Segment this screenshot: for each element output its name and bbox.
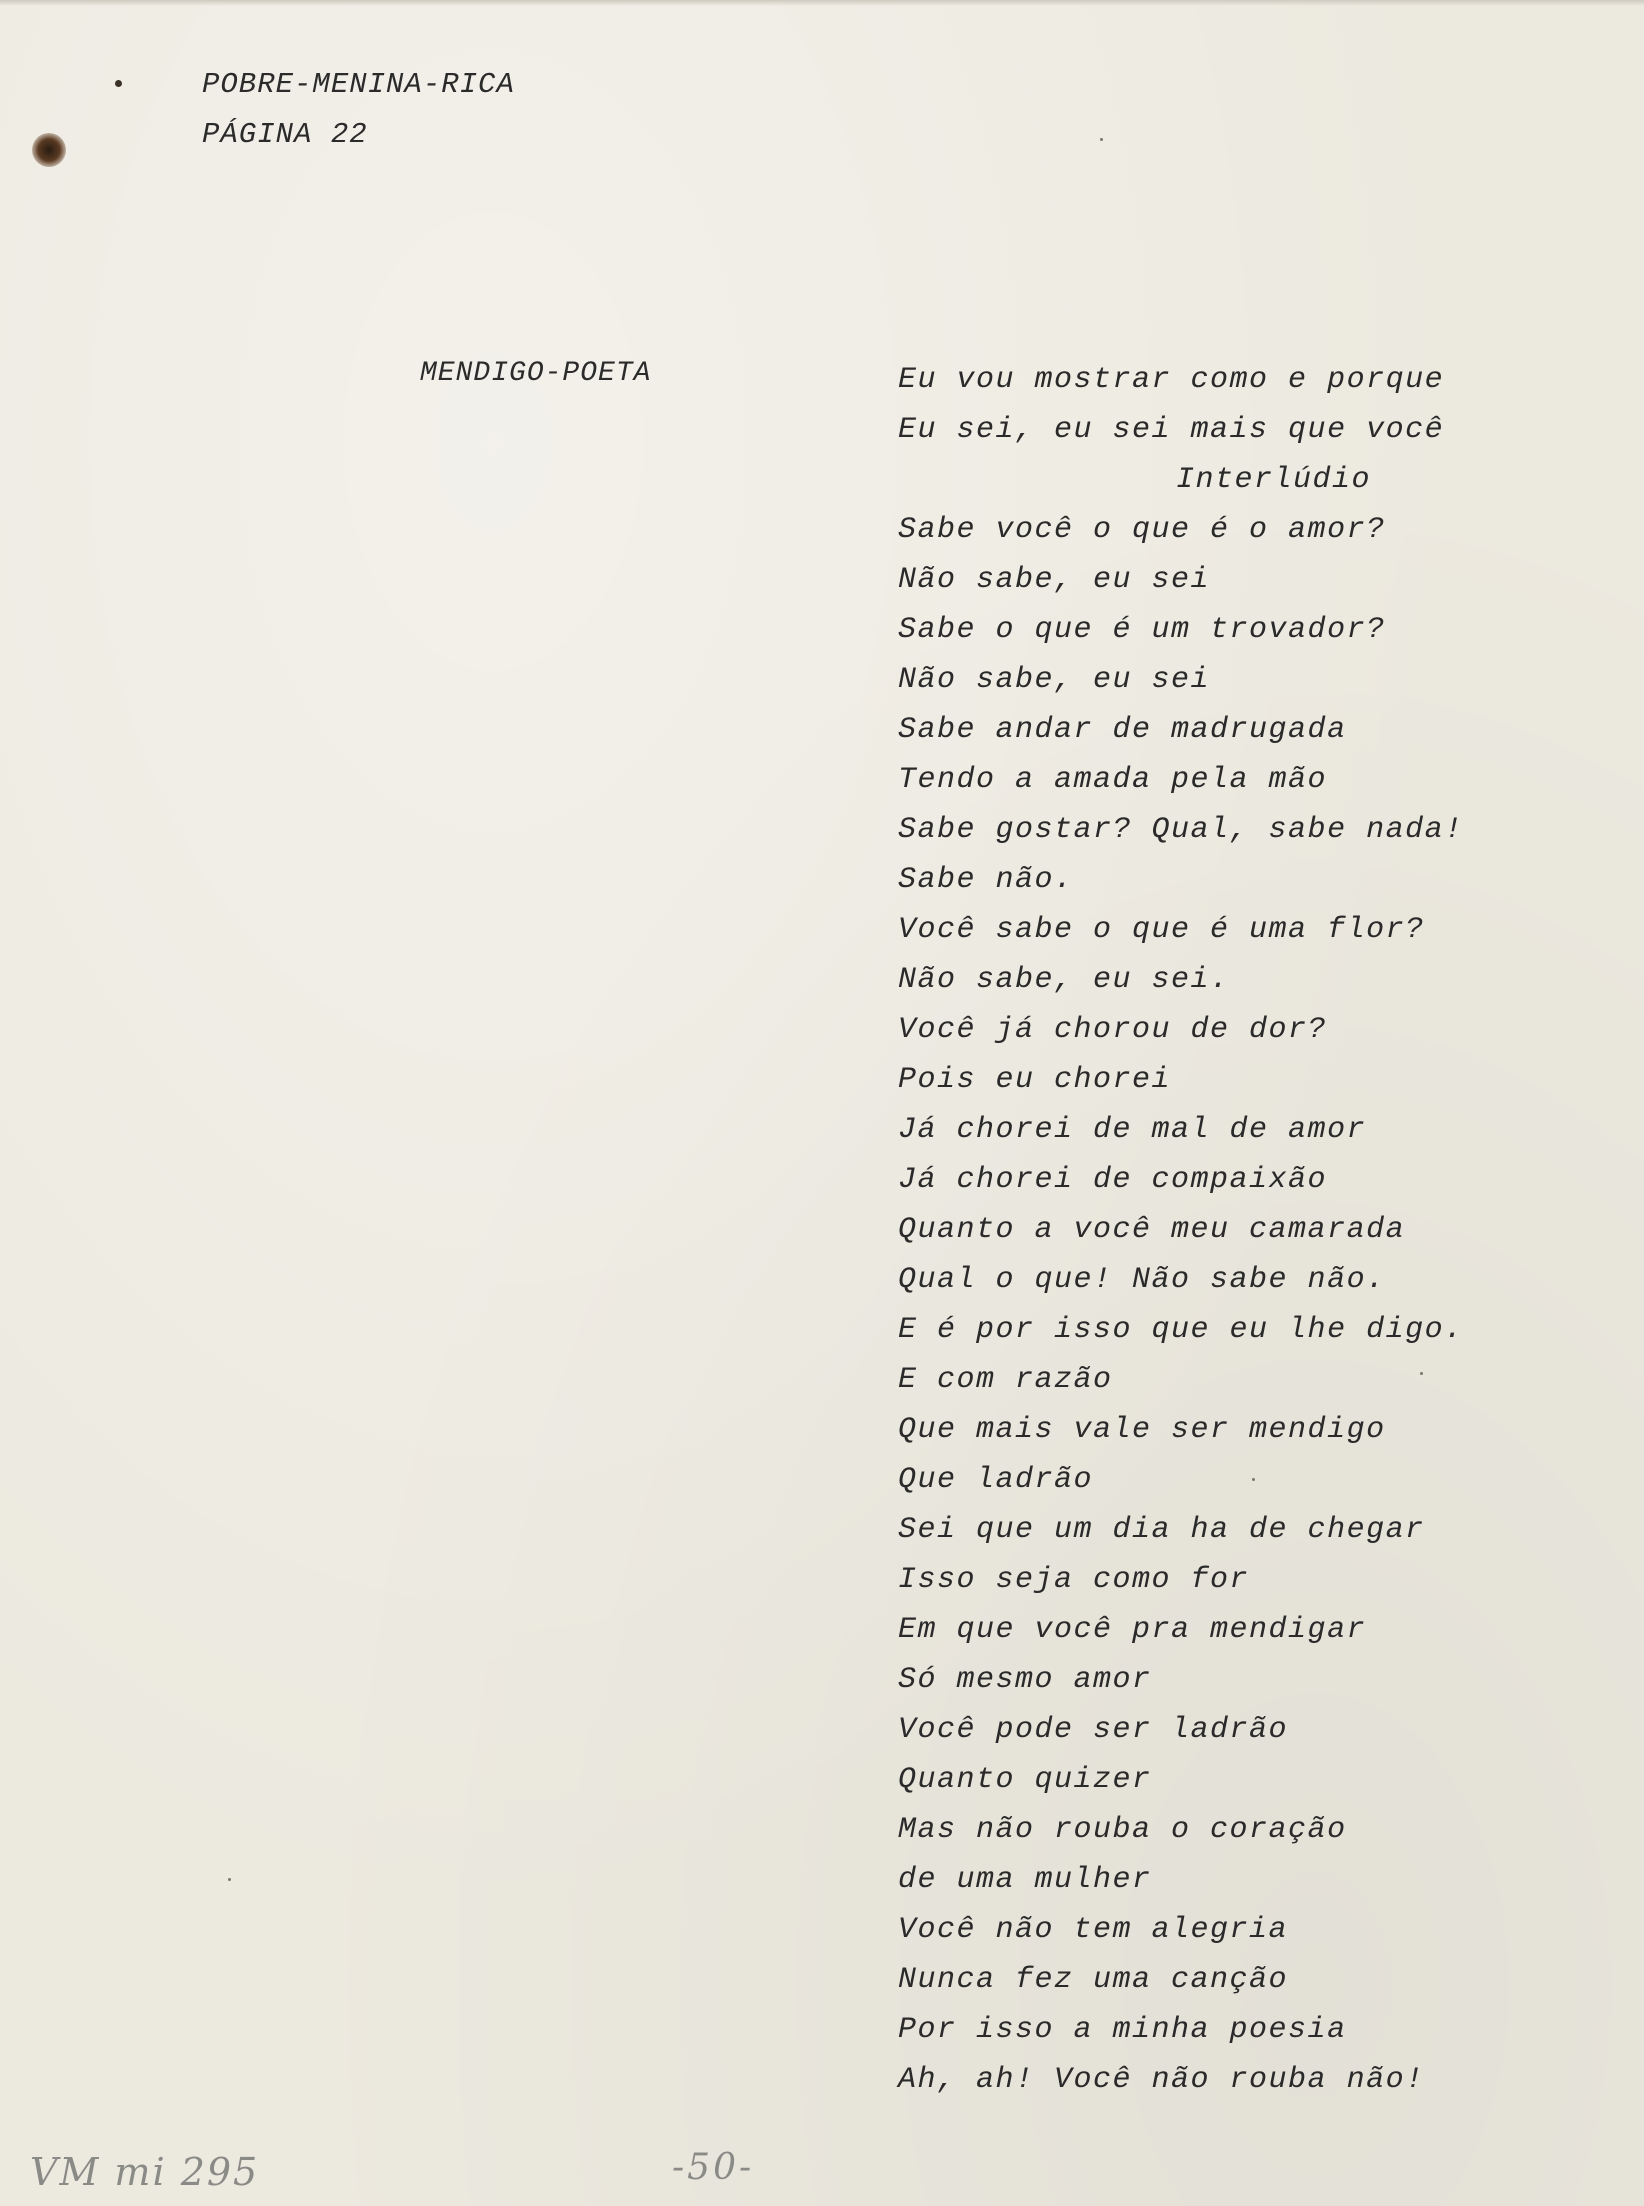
lyric-line: Só mesmo amor	[898, 1663, 1152, 1697]
lyric-line: Isso seja como for	[898, 1563, 1250, 1597]
document-title: POBRE-MENINA-RICA	[202, 68, 515, 101]
lyric-line: Você já chorou de dor?	[898, 1013, 1328, 1047]
paper-speck	[228, 1878, 231, 1881]
lyric-line: Pois eu chorei	[898, 1063, 1172, 1097]
lyric-line: Sabe não.	[898, 863, 1074, 897]
lyric-line: Nunca fez uma canção	[898, 1963, 1289, 1997]
lyric-line: Você pode ser ladrão	[898, 1713, 1289, 1747]
lyric-line: Já chorei de compaixão	[898, 1163, 1328, 1197]
stage-direction: Interlúdio	[1176, 463, 1372, 497]
lyric-line: Você não tem alegria	[898, 1913, 1289, 1947]
speaker-name: MENDIGO-POETA	[420, 358, 652, 389]
lyric-line: Eu vou mostrar como e porque	[898, 363, 1445, 397]
lyric-line: Sabe o que é um trovador?	[898, 613, 1386, 647]
lyric-line: Sabe andar de madrugada	[898, 713, 1347, 747]
lyric-line: Mas não rouba o coração	[898, 1813, 1347, 1847]
lyric-line: Sabe você o que é o amor?	[898, 513, 1386, 547]
paper-speck	[1100, 138, 1103, 141]
lyric-line: Já chorei de mal de amor	[898, 1113, 1367, 1147]
lyric-line: Não sabe, eu sei	[898, 663, 1211, 697]
lyric-line: Qual o que! Não sabe não.	[898, 1263, 1386, 1297]
lyric-line: Sabe gostar? Qual, sabe nada!	[898, 813, 1464, 847]
paper-edge	[0, 0, 1644, 6]
lyric-line: Ah, ah! Você não rouba não!	[898, 2063, 1425, 2097]
lyric-line: Eu sei, eu sei mais que você	[898, 413, 1445, 447]
lyric-line: Quanto a você meu camarada	[898, 1213, 1406, 1247]
handwritten-page-number: -50-	[672, 2147, 755, 2188]
lyric-line: Você sabe o que é uma flor?	[898, 913, 1425, 947]
lyric-line: Sei que um dia ha de chegar	[898, 1513, 1425, 1547]
lyrics-block	[898, 355, 1464, 2105]
lyric-line: Quanto quizer	[898, 1763, 1152, 1797]
lyric-line: de uma mulher	[898, 1863, 1152, 1897]
lyric-line: E é por isso que eu lhe digo.	[898, 1313, 1464, 1347]
paper-stain	[115, 80, 122, 87]
lyric-line: E com razão	[898, 1363, 1113, 1397]
lyric-line: Que ladrão	[898, 1463, 1094, 1497]
lyric-line: Por isso a minha poesia	[898, 2013, 1347, 2047]
lyric-line: Que mais vale ser mendigo	[898, 1413, 1386, 1447]
page-label: PÁGINA 22	[202, 118, 368, 151]
lyric-line: Em que você pra mendigar	[898, 1613, 1367, 1647]
document-header	[202, 60, 515, 160]
lyric-line: Não sabe, eu sei.	[898, 963, 1230, 997]
paper-stain	[32, 133, 66, 167]
handwritten-catalog-note: VM mi 295	[30, 2150, 260, 2194]
lyric-line: Tendo a amada pela mão	[898, 763, 1328, 797]
lyric-line: Não sabe, eu sei	[898, 563, 1211, 597]
